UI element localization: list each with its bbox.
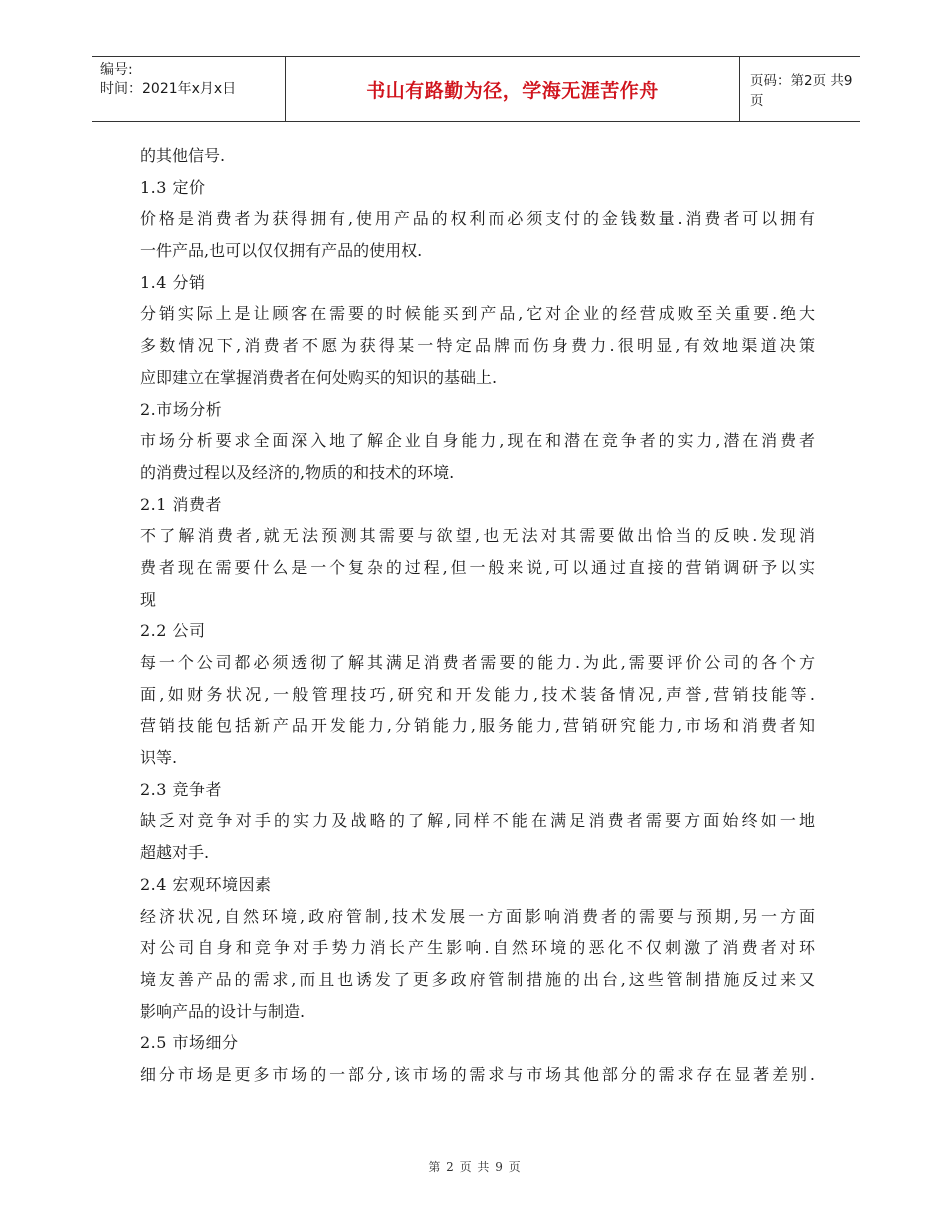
page-footer: 第 2 页 共 9 页 (428, 1160, 522, 1174)
section-heading: 1.3 定价 (140, 177, 206, 197)
body-text-line: 识等. (140, 748, 178, 768)
body-text-line: 不了解消费者,就无法预测其需要与欲望,也无法对其需要做出恰当的反映.发现消 (140, 526, 815, 546)
body-text-line: 影响产品的设计与制造. (140, 1001, 306, 1021)
section-heading: 2.市场分析 (140, 399, 223, 419)
body-text-line: 一件产品,也可以仅仅拥有产品的使用权. (140, 241, 423, 261)
section-heading: 2.3 竞争者 (140, 779, 223, 799)
body-text-line: 的其他信号. (140, 146, 226, 165)
header-motto: 书山有路勤为径，学海无涯苦作舟 (285, 57, 740, 121)
document-number-label: 编号: (100, 62, 133, 78)
body-text-line: 营销技能包括新产品开发能力,分销能力,服务能力,营销研究能力,市场和消费者知 (140, 716, 815, 736)
section-heading: 2.4 宏观环境因素 (140, 874, 272, 894)
body-text-line: 分销实际上是让顾客在需要的时候能买到产品,它对企业的经营成败至关重要.绝大 (140, 304, 815, 324)
body-text-line: 缺乏对竞争对手的实力及战略的了解,同样不能在满足消费者需要方面始终如一地 (140, 811, 815, 831)
body-text-line: 应即建立在掌握消费者在何处购买的知识的基础上. (140, 367, 498, 387)
header-page-info: 页码：第2页 共9页 (750, 73, 853, 109)
body-text-line: 对公司自身和竞争对手势力消长产生影响.自然环境的恶化不仅刺激了消费者对环 (140, 938, 815, 958)
body-text-line: 市场分析要求全面深入地了解企业自身能力,现在和潜在竞争者的实力,潜在消费者 (140, 431, 815, 451)
body-text-line: 现 (140, 589, 157, 609)
body-text-line: 多数情况下,消费者不愿为获得某一特定品牌而伤身费力.很明显,有效地渠道决策 (140, 336, 815, 356)
body-text-line: 细分市场是更多市场的一部分,该市场的需求与市场其他部分的需求存在显著差别. (140, 1064, 815, 1084)
section-heading: 2.2 公司 (140, 621, 206, 641)
section-heading: 1.4 分销 (140, 272, 206, 292)
body-text-line: 超越对手. (140, 843, 210, 863)
body-text-line: 每一个公司都必须透彻了解其满足消费者需要的能力.为此,需要评价公司的各个方 (140, 653, 815, 672)
body-text-line: 价格是消费者为获得拥有,使用产品的权利而必须支付的金钱数量.消费者可以拥有 (140, 209, 815, 229)
body-text-line: 的消费过程以及经济的,物质的和技术的环境. (140, 462, 455, 482)
document-body (140, 140, 815, 1091)
section-heading: 2.5 市场细分 (140, 1033, 239, 1053)
body-text-line: 经济状况,自然环境,政府管制,技术发展一方面影响消费者的需要与预期,另一方面 (140, 906, 815, 926)
document-time-label: 时间：2021年x月x日 (100, 81, 237, 97)
body-text-line: 境友善产品的需求,而且也诱发了更多政府管制措施的出台,这些管制措施反过来又 (140, 969, 815, 989)
header-meta (92, 57, 285, 121)
section-heading: 2.1 消费者 (140, 494, 223, 514)
page-header (92, 56, 860, 122)
body-text-line: 面,如财务状况,一般管理技巧,研究和开发能力,技术装备情况,声誉,营销技能等. (140, 684, 815, 704)
body-text-line: 费者现在需要什么是一个复杂的过程,但一般来说,可以通过直接的营销调研予以实 (140, 557, 815, 577)
